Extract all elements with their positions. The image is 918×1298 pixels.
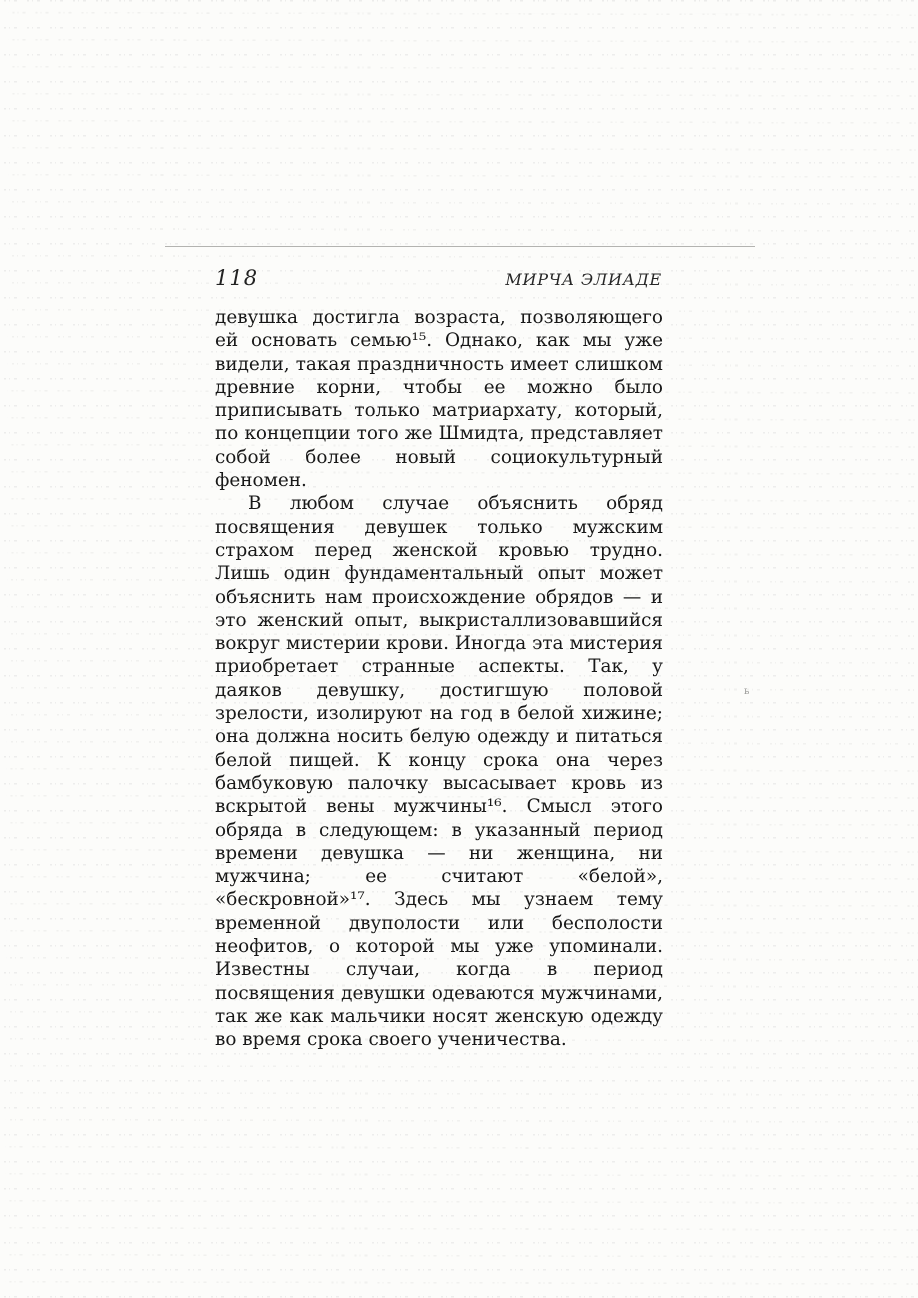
paragraph: В любом случае объяснить обряд посвящения девушек только мужским страхом перед женской кровью трудно. Лишь один фундаментальный опыт может объяснить нам происхождение обрядов — и это женский опыт, выкристаллизовавшийся вокруг мистерии крови. Иногда эта мистерия приобретает странные аспекты. Так, у даяков девушку, достигшую половой зрелости, изолируют на год в белой хижине; она должна носить белую одежду и питаться белой пищей. К концу срока она через бамбуковую палочку высасывает кровь из вскрытой вены мужчины¹⁶. Смысл этого обряда в следующем: в указанный период времени девушка — ни женщина, ни мужчина; ее считают «белой», «бескровной»¹⁷. Здесь мы узнаем тему временной двуполости или бесполости неофитов, о которой мы уже упоминали. Известны случаи, когда в период посвящения девушки одеваются мужчинами, так же как мальчики носят женскую одежду во время срока своего ученичества. <box>215 493 663 1051</box>
page-number: 118 <box>215 266 259 290</box>
body-text-column <box>215 306 663 1052</box>
margin-scan-artifact: ь <box>744 686 750 697</box>
header-divider-line <box>165 246 755 247</box>
running-head <box>215 266 662 290</box>
running-header-author: МИРЧА ЭЛИАДЕ <box>505 270 662 289</box>
paragraph: девушка достигла возраста, позволяющего ей основать семью¹⁵. Однако, как мы уже видели, такая праздничность имеет слишком древние корни, чтобы ее можно было приписывать только матриархату, который, по концепции того же Шмидта, представляет собой более новый социокультурный феномен. <box>215 307 663 492</box>
